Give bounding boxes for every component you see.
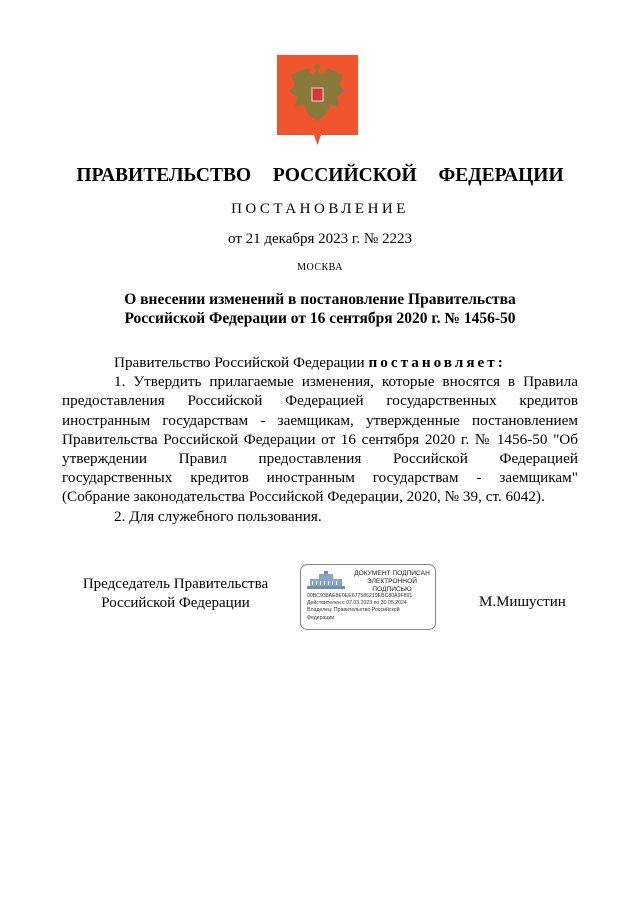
document-type: ПОСТАНОВЛЕНИЕ: [231, 201, 409, 217]
government-title: ПРАВИТЕЛЬСТВО РОССИЙСКОЙ ФЕДЕРАЦИИ: [76, 165, 564, 186]
coat-of-arms-emblem: [277, 55, 358, 145]
heading-line: Российской Федерации от 16 сентября 2020 г. № 1456-50: [124, 310, 516, 327]
signatory-name: М.Мишустин: [479, 594, 566, 610]
intro-paragraph: [62, 353, 578, 372]
item-1: 1. Утвердить прилагаемые изменения, которые вносятся в Правила предоставления Российской Федерацией государственных кредитов иностранным государствам - заемщикам, утвержденные постановлением Правительства Российской Федерации от 16 сентября 2020 г. № 1456-50 "Об утверждении Правил предоставления Российской Федерацией государственных кредитов иностранным государствам - заемщикам" (Собрание законодательства Российской Федерации, 2020, № 39, ст. 6042).: [62, 373, 578, 506]
heading-line: О внесении изменений в постановление Правительства: [124, 291, 516, 308]
stamp-details: [307, 593, 412, 622]
certificate-owner: Федерации: [307, 614, 335, 621]
signatory-position: [78, 575, 273, 613]
position-line: Российской Федерации: [101, 595, 250, 611]
stamp-title-line: ЭЛЕКТРОННОЙ ПОДПИСЬЮ: [367, 578, 417, 593]
document-body: [62, 353, 578, 526]
certificate-validity: Действителен с 07.03.2023 по 30.05.2024: [307, 600, 407, 607]
government-building-icon: [307, 571, 345, 589]
resolves-word: постановляет:: [368, 354, 506, 371]
document-heading: [0, 290, 640, 328]
certificate-owner: Владелец: Правительство Российской: [307, 607, 400, 614]
stamp-title-line: ДОКУМЕНТ ПОДПИСАН: [354, 570, 430, 577]
electronic-signature-stamp: [300, 564, 436, 630]
item-2: 2. Для служебного пользования.: [114, 507, 322, 525]
certificate-number: 00BC938AE8E0EE677586219EBC80A9F891: [307, 593, 413, 599]
position-line: Председатель Правительства: [82, 576, 269, 592]
document-date-number: от 21 декабря 2023 г. № 2223: [228, 231, 412, 247]
city: МОСКВА: [297, 262, 343, 273]
stamp-title: [351, 570, 433, 594]
intro-text: Правительство Российской Федерации: [114, 354, 369, 371]
